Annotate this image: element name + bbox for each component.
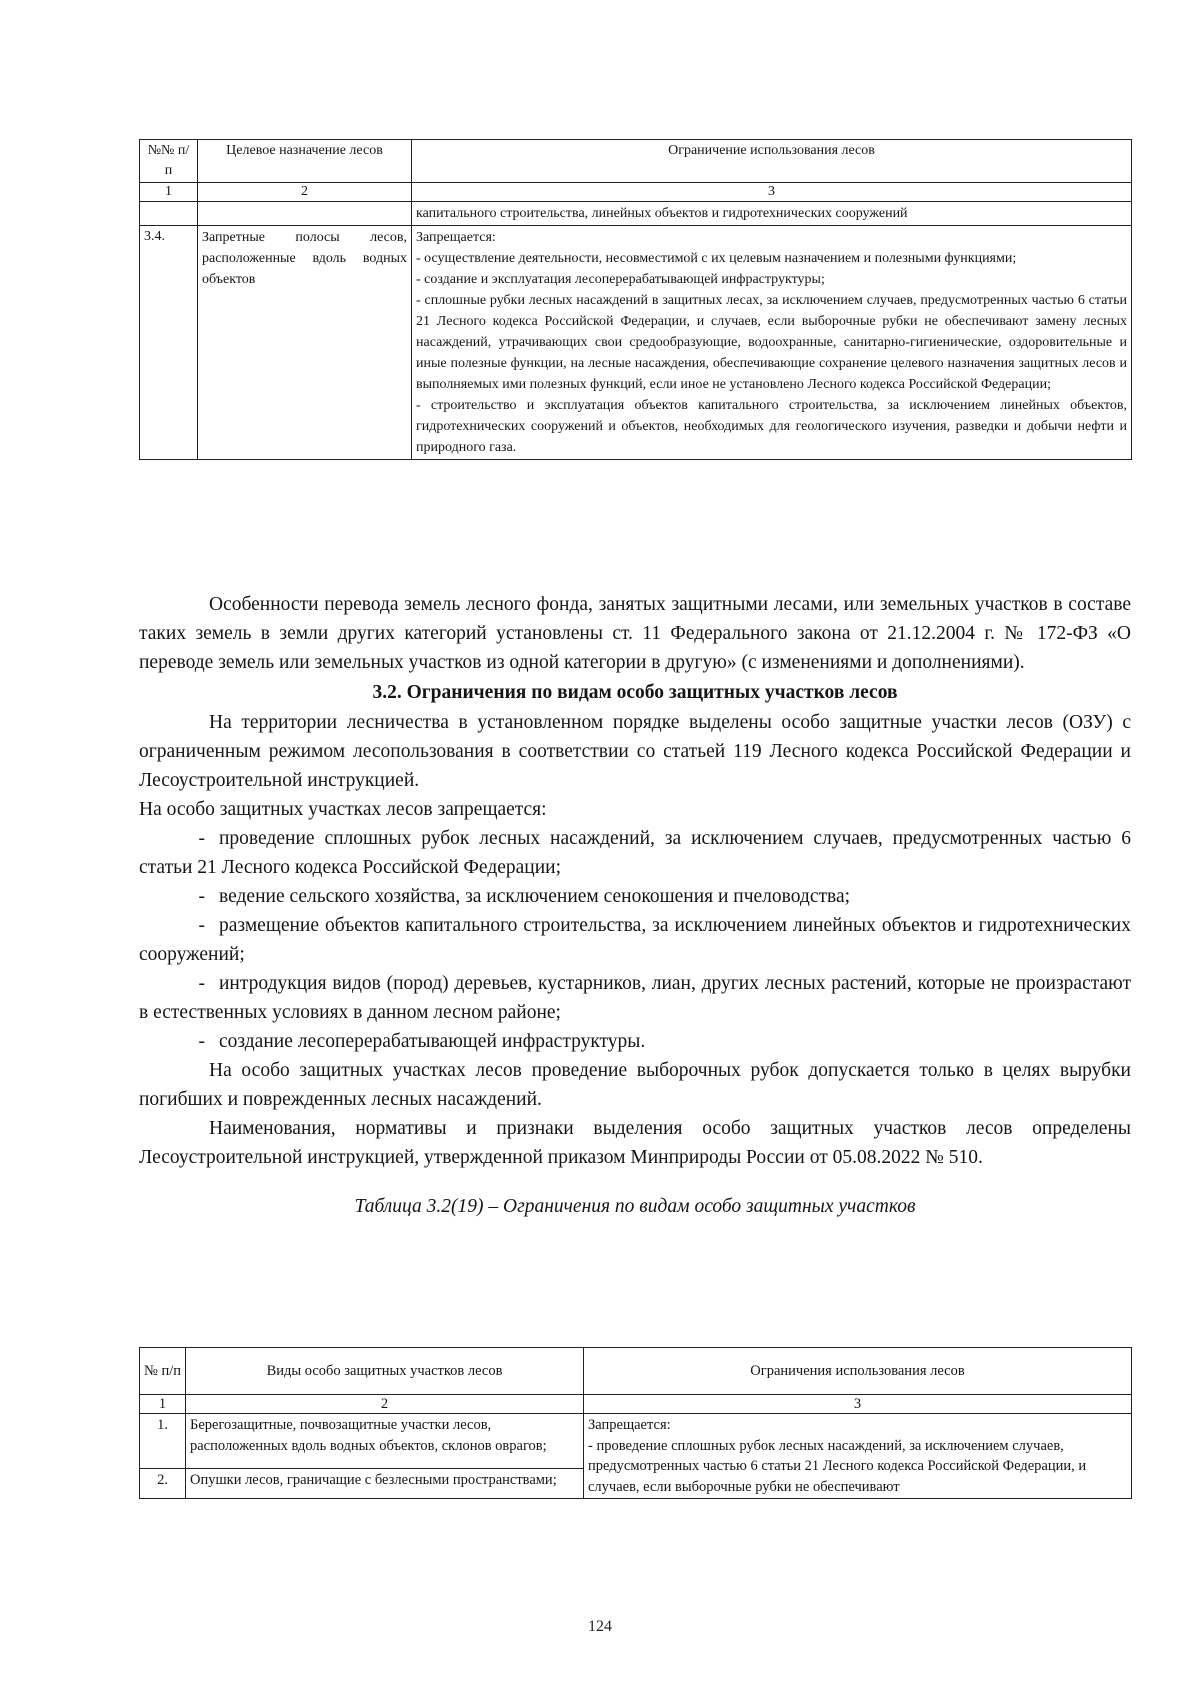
continuation-text: капитального строительства, линейных объектов и гидротехнических сооружений (412, 202, 1132, 226)
bullet-dash: - (198, 973, 205, 994)
bullet-item (139, 911, 1131, 969)
paragraph-regulations: Наименования, нормативы и признаки выделения особо защитных участков лесов определены Лесоустроительной инструкцией, утвержденной приказом Минприроды России от 05.08.2022 № 510. (139, 1118, 1131, 1168)
bullet-text: размещение объектов капитального строительства, за исключением линейных объектов и гидротехнических сооружений; (139, 915, 1131, 965)
header-number: №№ п/п (140, 140, 198, 183)
bullet-text: проведение сплошных рубок лесных насаждений, за исключением случаев, предусмотренных частью 6 статьи 21 Лесного кодекса Российской Федерации; (139, 828, 1131, 878)
row-number: 3.4. (140, 226, 198, 460)
col-number: 1 (140, 1395, 186, 1414)
paragraph-land-transfer: Особенности перевода земель лесного фонда, занятых защитными лесами, или земельных участков в составе таких земель в земли других категорий установлены ст. 11 Федерального закона от 21.12.2004 г. № 172-ФЗ «О переводе земель или земельных участков из одной категории в другую» (с изменениями и дополнениями). (139, 594, 1131, 673)
header-number: № п/п (140, 1348, 186, 1395)
ozu-restrictions-table (139, 1347, 1132, 1499)
restrictions-table-continued (139, 139, 1132, 460)
bullet-item (139, 882, 1131, 911)
row-number: 1. (140, 1414, 186, 1469)
header-ozu-type: Виды особо защитных участков лесов (186, 1348, 584, 1395)
ozu-type: Опушки лесов, граничащие с безлесными пространствами; (186, 1469, 584, 1499)
bullet-dash: - (198, 886, 205, 907)
header-purpose: Целевое назначение лесов (198, 140, 412, 183)
table-row (140, 226, 1132, 460)
forest-purpose: Запретные полосы лесов, расположенные вдоль водных объектов (198, 226, 412, 460)
bullet-item (139, 969, 1131, 1027)
restriction-item: - строительство и эксплуатация объектов капитального строительства, за исключением линейных объектов, гидротехнических сооружений и объектов, необходимых для геологического изучения, разведки и добычи нефти и природного газа. (416, 398, 1127, 455)
restriction-item: - осуществление деятельности, несовместимой с их целевым назначением и полезными функциями; (416, 251, 1017, 266)
ozu-restriction: Запрещается: - проведение сплошных рубок лесных насаждений, за исключением случаев, предусмотренных частью 6 статьи 21 Лесного кодекса Российской Федерации, и случаев, если выборочные рубки не обеспечивают (584, 1414, 1132, 1499)
bullet-text: создание лесоперерабатывающей инфраструктуры. (219, 1031, 646, 1052)
bullet-item (139, 1027, 1131, 1056)
table-header-row (140, 140, 1132, 183)
col-number: 2 (198, 183, 412, 202)
col-number: 3 (412, 183, 1132, 202)
column-numbers-row (140, 1395, 1132, 1414)
paragraph-ozu: На территории лесничества в установленном порядке выделены особо защитные участки лесов (ОЗУ) с ограниченным режимом лесопользования в соответствии со статьей 119 Лесного кодекса Российской Федерации и Лесоустроительной инструкцией. (139, 712, 1131, 791)
restriction-intro: Запрещается: (416, 230, 496, 245)
bullet-text: ведение сельского хозяйства, за исключением сенокошения и пчеловодства; (219, 886, 851, 907)
header-restriction: Ограничение использования лесов (412, 140, 1132, 183)
empty-cell (140, 202, 198, 226)
column-numbers-row (140, 183, 1132, 202)
col-number: 3 (584, 1395, 1132, 1414)
row-number: 2. (140, 1469, 186, 1499)
bullet-text: интродукция видов (пород) деревьев, кустарников, лиан, других лесных растений, которые не произрастают в естественных условиях в данном лесном районе; (139, 973, 1131, 1023)
ozu-type: Берегозащитные, почвозащитные участки лесов, расположенных вдоль водных объектов, склонов оврагов; (186, 1414, 584, 1469)
header-restriction: Ограничения использования лесов (584, 1348, 1132, 1395)
restriction-cell (412, 226, 1132, 460)
page-number: 124 (588, 1618, 612, 1635)
bullet-item (139, 824, 1131, 882)
table-row (140, 1414, 1132, 1469)
table-row-continuation (140, 202, 1132, 226)
bullet-dash: - (198, 1031, 205, 1052)
table-header-row (140, 1348, 1132, 1395)
bullet-dash: - (198, 828, 205, 849)
restriction-item: - создание и эксплуатация лесоперерабатывающей инфраструктуры; (416, 272, 825, 287)
prohibited-intro: На особо защитных участках лесов запрещается: (139, 799, 547, 820)
col-number: 2 (186, 1395, 584, 1414)
bullet-dash: - (198, 915, 205, 936)
section-heading: 3.2. Ограничения по видам особо защитных участков лесов (372, 682, 898, 703)
restriction-item: - сплошные рубки лесных насаждений в защитных лесах, за исключением случаев, предусмотренных частью 6 статьи 21 Лесного кодекса Российской Федерации, и случаев, если выборочные рубки не обеспечивают замену лесных насаждений, утрачивающих свои средообразующие, водоохранные, санитарно-гигиенические, оздоровительные и иные полезные функции, на лесные насаждения, обеспечивающие сохранение целевого назначения защитных лесов и выполняемых ими полезных функций, если иное не установлено Лесного кодекса Российской Федерации; (416, 293, 1127, 392)
paragraph-selective-felling: На особо защитных участках лесов проведение выборочных рубок допускается только в целях вырубки погибших и поврежденных лесных насаждений. (139, 1060, 1131, 1110)
empty-cell (198, 202, 412, 226)
table-caption: Таблица 3.2(19) – Ограничения по видам особо защитных участков (354, 1196, 916, 1217)
col-number: 1 (140, 183, 198, 202)
